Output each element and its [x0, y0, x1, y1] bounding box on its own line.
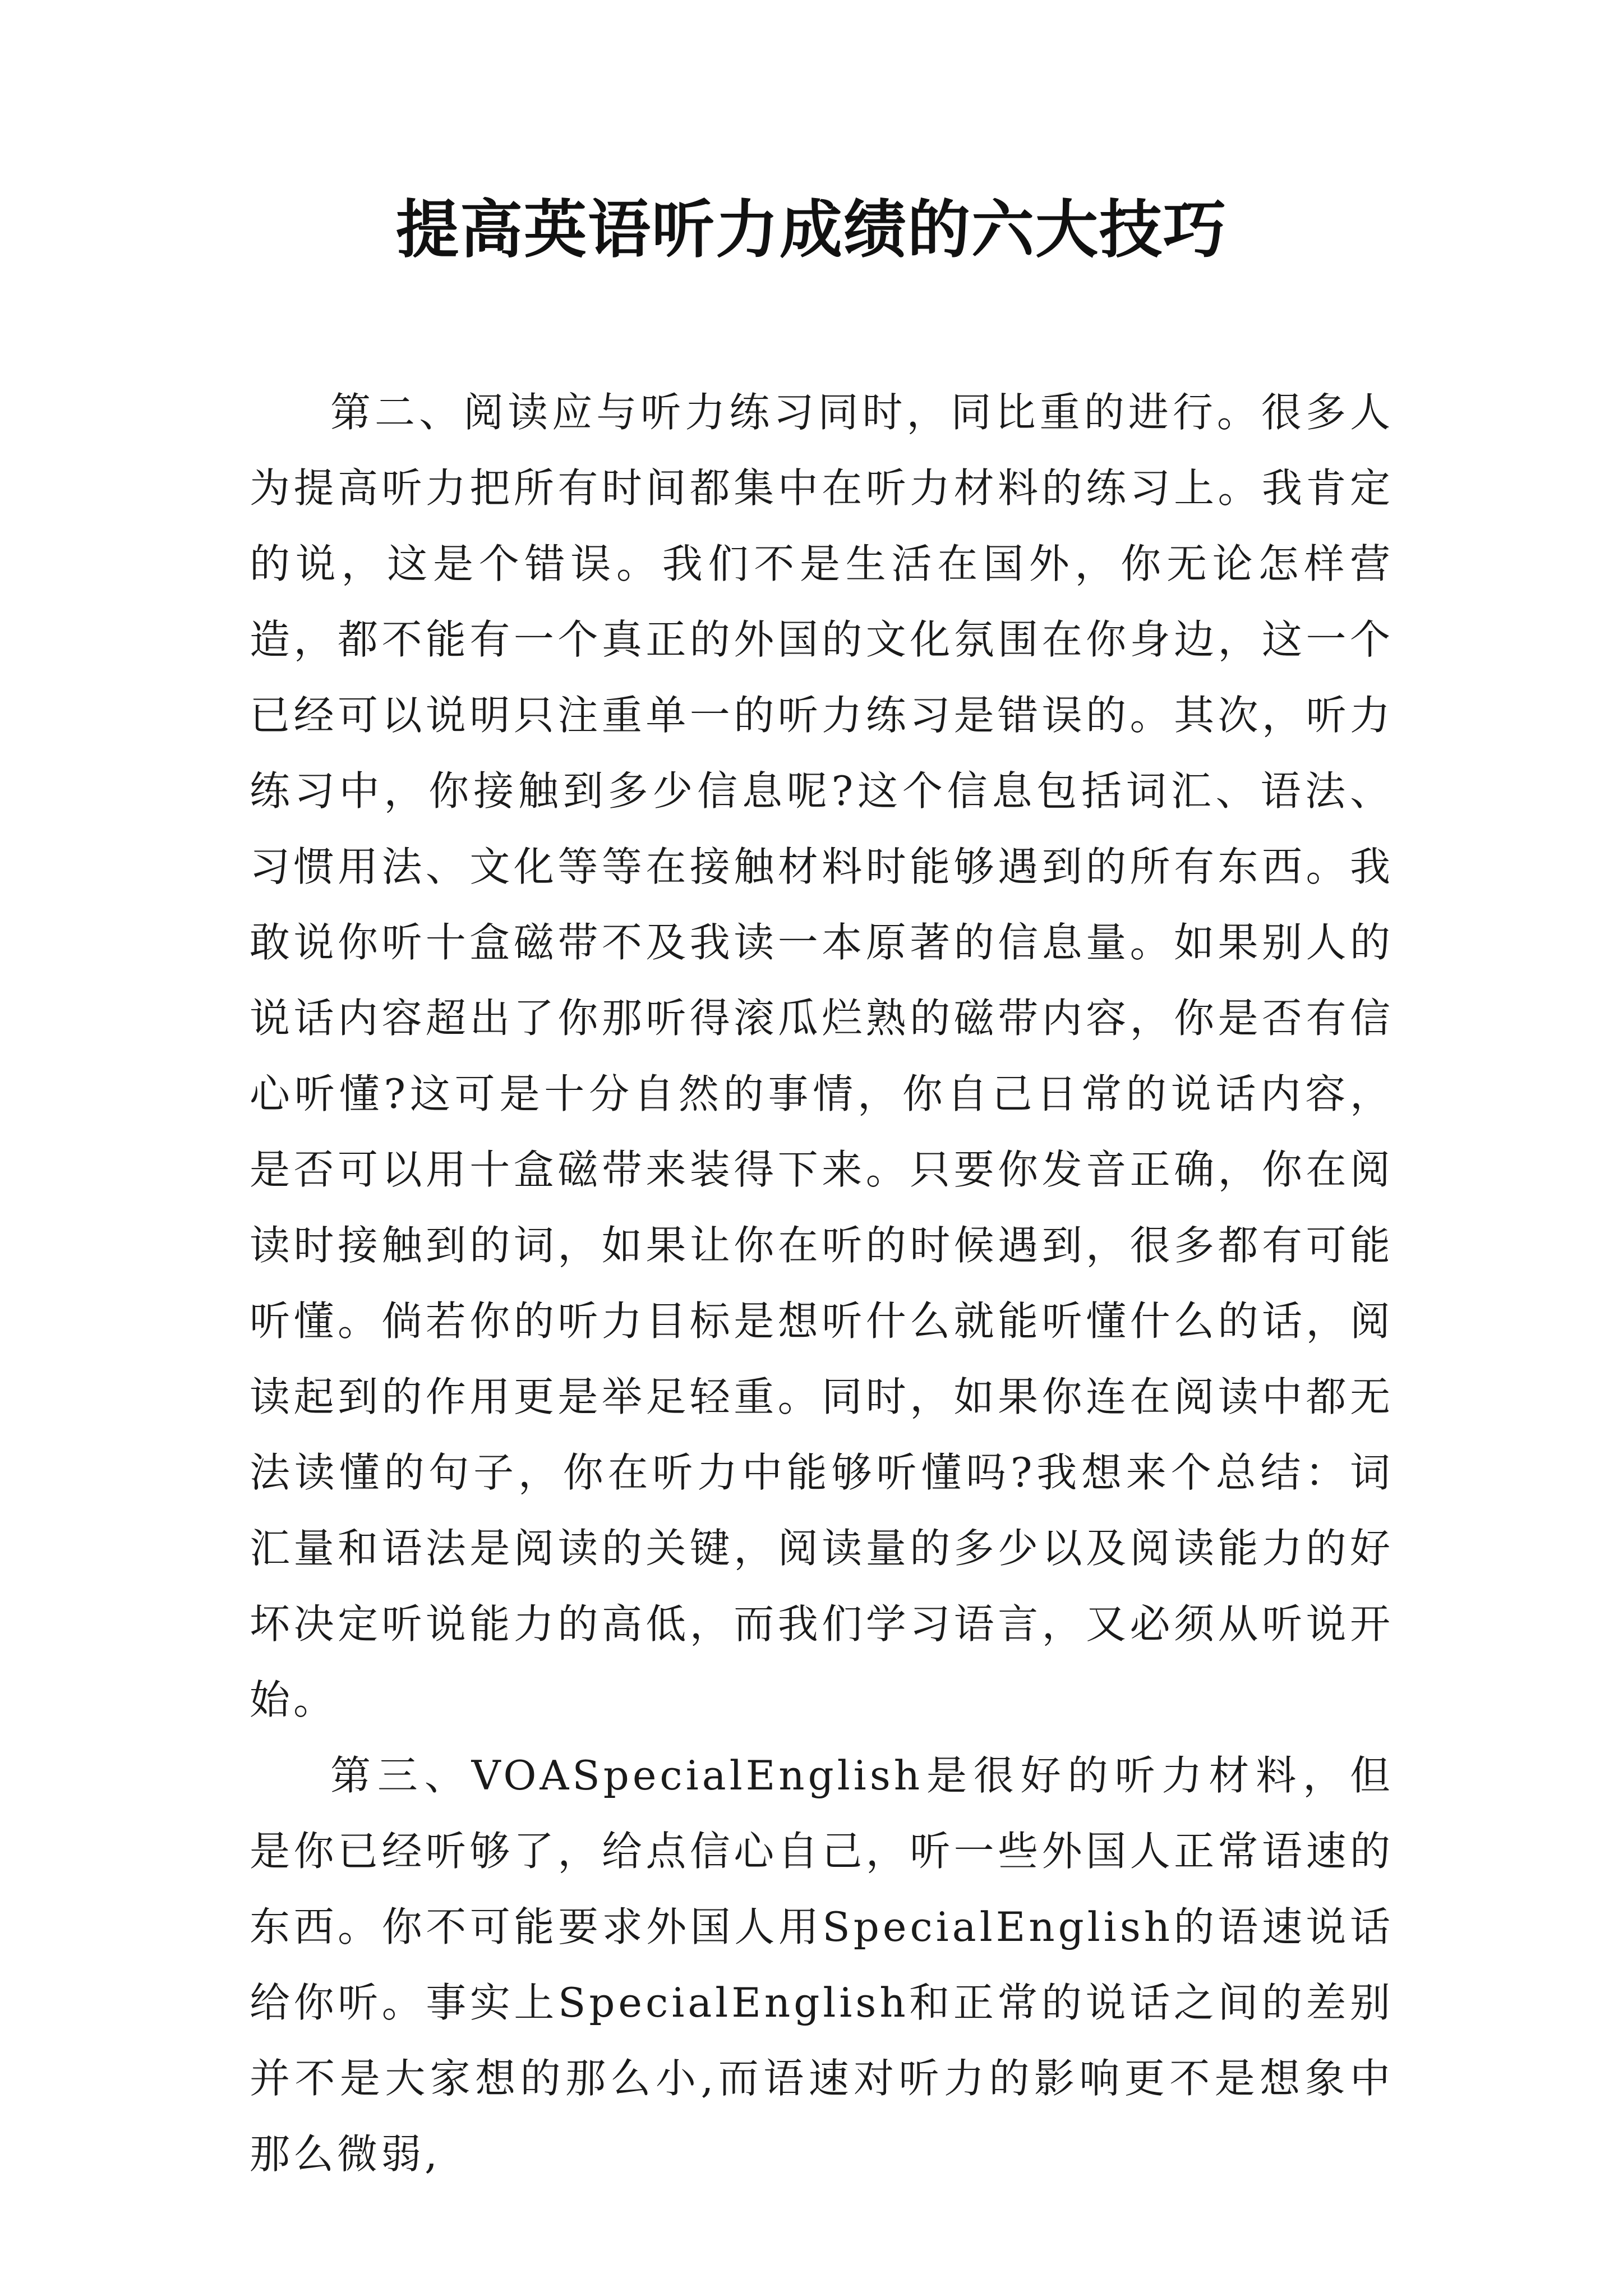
paragraph-second-tip: 第二、阅读应与听力练习同时，同比重的进行。很多人为提高听力把所有时间都集中在听力材料的练习上。我肯定的说，这是个错误。我们不是生活在国外，你无论怎样营造，都不能有一个真正的外国的文化氛围在你身边，这一个已经可以说明只注重单一的听力练习是错误的。其次，听力练习中，你接触到多少信息呢?这个信息包括词汇、语法、习惯用法、文化等等在接触材料时能够遇到的所有东西。我敢说你听十盒磁带不及我读一本原著的信息量。如果别人的说话内容超出了你那听得滚瓜烂熟的磁带内容，你是否有信心听懂?这可是十分自然的事情，你自己日常的说话内容，是否可以用十盒磁带来装得下来。只要你发音正确，你在阅读时接触到的词，如果让你在听的时候遇到，很多都有可能听懂。倘若你的听力目标是想听什么就能听懂什么的话，阅读起到的作用更是举足轻重。同时，如果你连在阅读中都无法读懂的句子，你在听力中能够听懂吗?我想来个总结：词汇量和语法是阅读的关键，阅读量的多少以及阅读能力的好坏决定听说能力的高低，而我们学习语言，又必须从听说开始。: [250, 389, 1394, 1723]
document-body: [250, 375, 1394, 2192]
paragraph-third-tip: 第三、VOASpecialEnglish是很好的听力材料，但是你已经听够了，给点信心自己，听一些外国人正常语速的东西。你不可能要求外国人用SpecialEnglish的语速说话给你听。事实上SpecialEnglish和正常的说话之间的差别并不是大家想的那么小,而语速对听力的影响更不是想象中那么微弱,: [250, 1752, 1394, 2178]
document-title: 提高英语听力成绩的六大技巧: [396, 193, 1227, 266]
